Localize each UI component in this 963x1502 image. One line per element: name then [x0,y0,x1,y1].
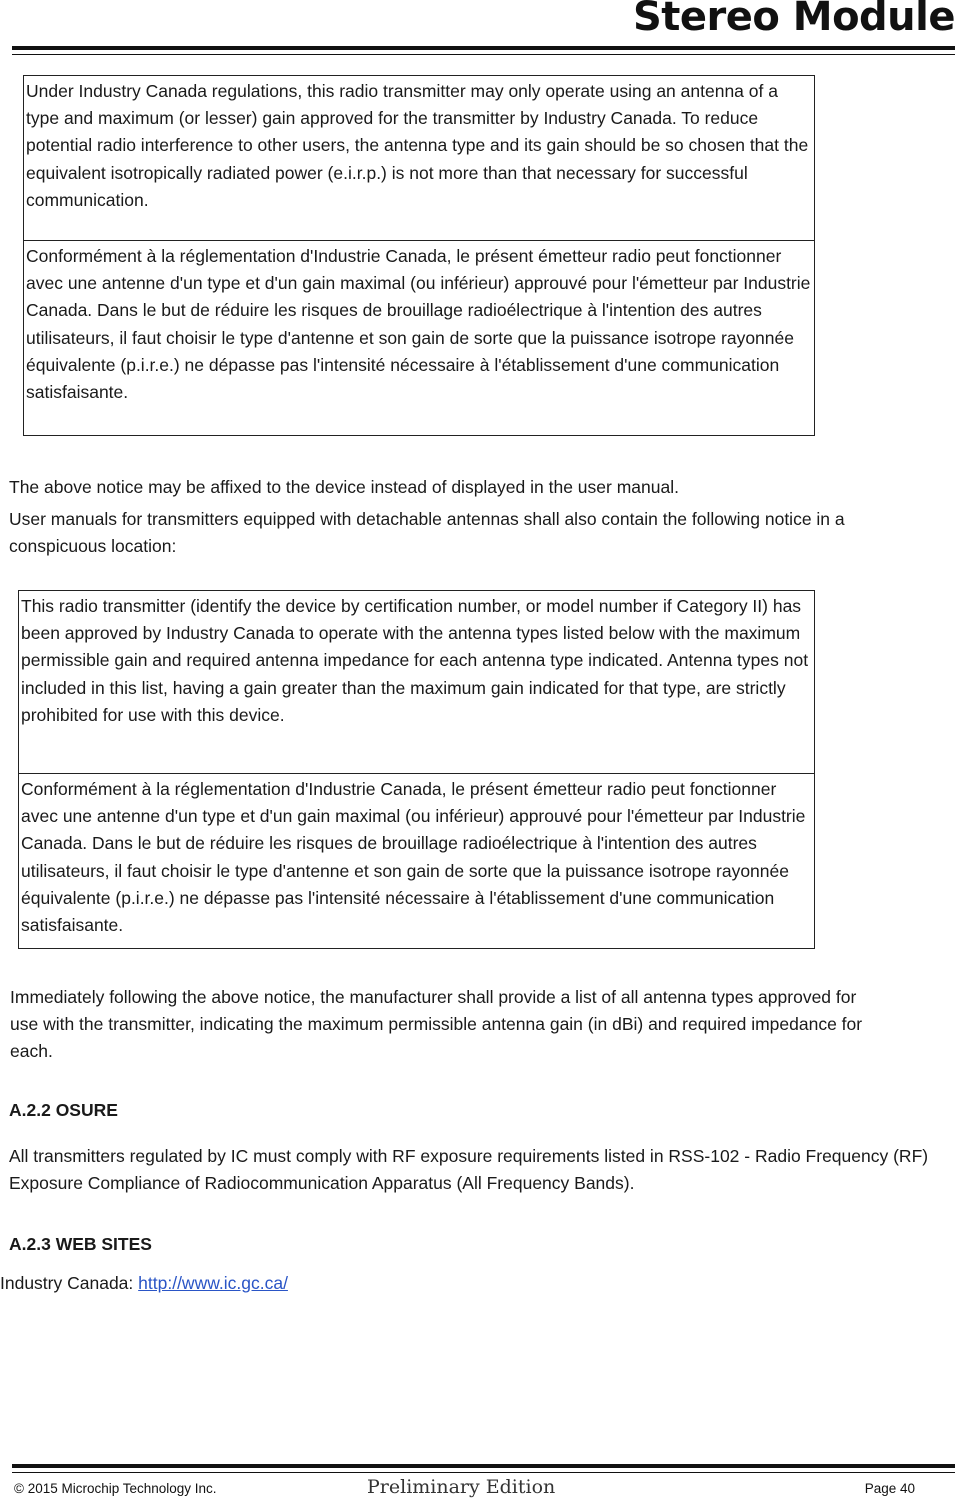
footer-copyright: © 2015 Microchip Technology Inc. [14,1481,217,1496]
detachable-antenna-paragraph: User manuals for transmitters equipped with detachable antennas shall also contain the following notice in a conspicuous location: [9,509,845,557]
ic-notice-english: Under Industry Canada regulations, this radio transmitter may only operate using an antenna of a type and maximum (or lesser) gain approved for the transmitter by Industry Canada. To reduce potential radio interference to other users, the antenna type and its gain should be so chosen that the equivalent isotropically radiated power (e.i.r.p.) is not more than that necessary for successful communication. [26,81,809,210]
antenna-notice-french: Conformément à la réglementation d'Industrie Canada, le présent émetteur radio peut fonctionner avec une antenne d'un type et d'un gain maximal (ou inférieur) approuvé pour l'émetteur par Industrie Canada. Dans le but de réduire les risques de brouillage radioélectrique à l'intention des autres utilisateurs, il faut choisir le type d'antenne et son gain de sorte que la puissance isotrope rayonnée équivalente (p.i.r.e.) ne dépasse pas l'intensité nécessaire à l'établissement d'une communication satisfaisante. [21,779,806,936]
antenna-notice-english: This radio transmitter (identify the device by certification number, or model number if Category II) has been approved by Industry Canada to operate with the antenna types listed below with the maximum permissible gain and required antenna impedance for each antenna type indicated. Antenna types not included in this list, having a gain greater than the maximum gain indicated for that type, are strictly prohibited for use with this device. [21,596,809,725]
industry-canada-line [0,1270,288,1297]
affix-notice-paragraph: The above notice may be affixed to the device instead of displayed in the user manual. [9,477,679,497]
section-a22-heading: A.2.2 OSURE [9,1100,118,1120]
footer-page-number: Page 40 [864,1481,915,1496]
ic-notice-box-2 [18,590,815,949]
manufacturer-list-paragraph: Immediately following the above notice, the manufacturer shall provide a list of all antenna types approved for use with the transmitter, indicating the maximum permissible antenna gain (in dBi) and required impedance for each. [10,987,863,1062]
section-a23-heading: A.2.3 WEB SITES [9,1234,152,1254]
footer-rule-thick [12,1464,955,1468]
footer-edition: Preliminary Edition [367,1476,556,1498]
header-rule-thin [12,54,955,55]
ic-notice-french: Conformément à la réglementation d'Industrie Canada, le présent émetteur radio peut fonctionner avec une antenne d'un type et d'un gain maximal (ou inférieur) approuvé pour l'émetteur par Industrie Canada. Dans le but de réduire les risques de brouillage radioélectrique à l'intention des autres utilisateurs, il faut choisir le type d'antenne et son gain de sorte que la puissance isotrope rayonnée équivalente (p.i.r.e.) ne dépasse pas l'intensité nécessaire à l'établissement d'une communication satisfaisante. [26,246,811,403]
footer-rule-thin [12,1472,955,1473]
section-a22-body: All transmitters regulated by IC must comply with RF exposure requirements listed in RSS-102 - Radio Frequency (RF) Exposure Compliance of Radiocommunication Apparatus (All Frequency Bands). [9,1146,929,1194]
header-rule-thick [12,46,955,50]
page-header-title: Stereo Module [632,0,955,40]
ic-notice-box-1 [23,75,815,436]
industry-canada-link[interactable]: http://www.ic.gc.ca/ [138,1273,288,1293]
industry-canada-label: Industry Canada: [0,1273,134,1293]
